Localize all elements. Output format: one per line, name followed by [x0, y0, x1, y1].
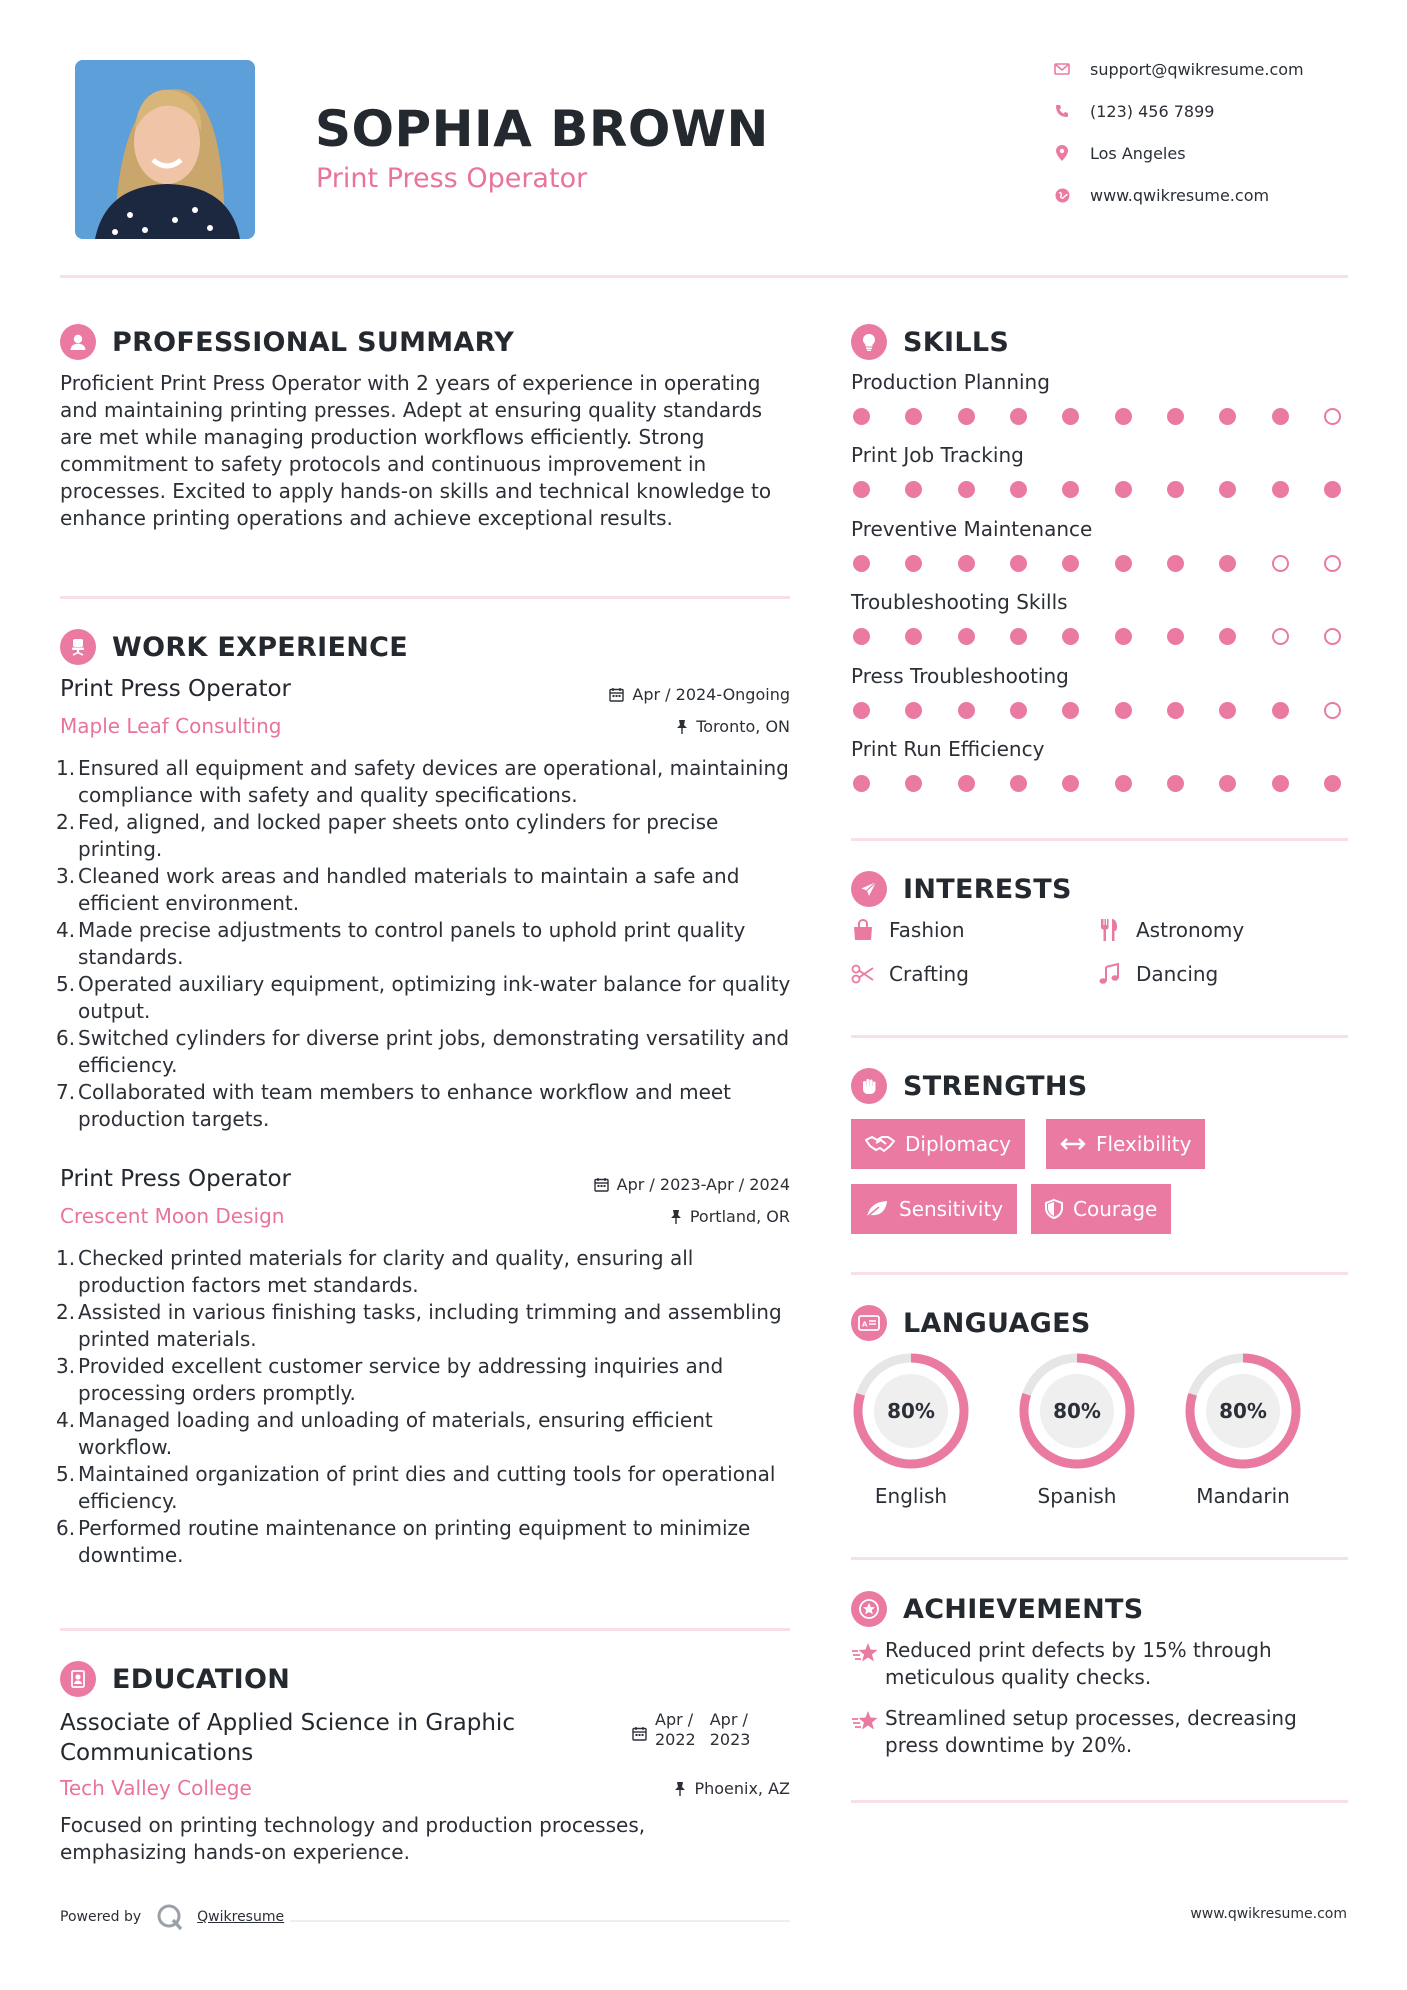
badge-star-icon	[851, 1591, 887, 1627]
rating-dot-filled	[958, 555, 975, 572]
arrows-horizontal-icon	[1060, 1137, 1086, 1151]
skill-rating	[853, 481, 1341, 498]
header-divider	[60, 275, 1348, 278]
powered-by	[60, 1902, 284, 1932]
duty-item: 1. Checked printed materials for clarity and quality, ensuring all production factors met standards.	[56, 1246, 694, 1297]
rating-dot-filled	[905, 408, 922, 425]
strength-diplomacy	[851, 1119, 1025, 1169]
achievement-item-2	[851, 1705, 1351, 1759]
strength-courage	[1031, 1184, 1171, 1234]
rating-dot-filled	[1010, 408, 1027, 425]
language-progress-ring	[1016, 1350, 1138, 1472]
summary-title: PROFESSIONAL SUMMARY	[112, 326, 515, 358]
qwikresume-logo-icon	[155, 1902, 185, 1932]
phone-icon	[1052, 101, 1072, 121]
rating-dot-filled	[1062, 775, 1079, 792]
candidate-name: SOPHIA BROWN	[315, 100, 769, 158]
rating-dot-filled	[853, 555, 870, 572]
strengths-heading	[851, 1068, 1088, 1104]
skills-heading	[851, 324, 1009, 360]
achievements-divider	[851, 1800, 1348, 1803]
rating-dot-empty	[1272, 628, 1289, 645]
education-degree-line-1: Associate of Applied Science in Graphic	[60, 1710, 515, 1736]
interests-title: INTERESTS	[903, 873, 1072, 905]
job-2-dates	[520, 1175, 790, 1194]
job-2-duties	[56, 1245, 800, 1569]
job-1-location-text: Toronto, ON	[696, 717, 790, 736]
language-name: Spanish	[1037, 1484, 1117, 1508]
strengths-divider	[851, 1272, 1348, 1275]
rating-dot-filled	[905, 702, 922, 719]
rating-dot-filled	[1324, 481, 1341, 498]
rating-dot-filled	[1062, 702, 1079, 719]
scissors-icon	[851, 962, 877, 986]
education-heading	[60, 1661, 290, 1697]
achievements-heading	[851, 1591, 1144, 1627]
skill-rating	[853, 555, 1341, 572]
rating-dot-filled	[1115, 555, 1132, 572]
rating-dot-filled	[1115, 408, 1132, 425]
duty-item: 6. Performed routine maintenance on printing equipment to minimize downtime.	[56, 1516, 751, 1567]
interests-heading	[851, 871, 1072, 907]
summary-heading	[60, 324, 514, 360]
interest-crafting	[851, 962, 969, 986]
rating-dot-filled	[1062, 481, 1079, 498]
rating-dot-filled	[905, 481, 922, 498]
duty-item: 3. Provided excellent customer service by addressing inquiries and processing orders promptly.	[56, 1354, 724, 1405]
rating-dot-filled	[958, 481, 975, 498]
skill-name: Print Run Efficiency	[851, 737, 1045, 761]
skill-rating	[853, 408, 1341, 425]
rating-dot-filled	[1167, 775, 1184, 792]
rating-dot-filled	[1010, 555, 1027, 572]
star-burst-icon	[851, 1705, 885, 1759]
rating-dot-filled	[1219, 775, 1236, 792]
contact-location	[1052, 140, 1186, 166]
rating-dot-filled	[1010, 702, 1027, 719]
profile-photo	[75, 60, 255, 239]
experience-divider	[60, 1628, 790, 1631]
rating-dot-filled	[1219, 702, 1236, 719]
strength-label: Flexibility	[1096, 1132, 1192, 1156]
interest-label: Crafting	[889, 962, 969, 986]
rating-dot-filled	[1272, 481, 1289, 498]
achievement-item-1	[851, 1637, 1351, 1691]
language-progress-ring	[850, 1350, 972, 1472]
rating-dot-filled	[1167, 628, 1184, 645]
pushpin-icon	[674, 1781, 686, 1796]
rating-dot-filled	[1219, 481, 1236, 498]
contact-phone[interactable]	[1052, 98, 1214, 124]
education-location-text: Phoenix, AZ	[694, 1779, 790, 1798]
footer-website[interactable]: www.qwikresume.com	[1190, 1906, 1347, 1922]
paper-plane-icon	[851, 871, 887, 907]
job-2-role: Print Press Operator	[60, 1166, 292, 1192]
rating-dot-filled	[853, 628, 870, 645]
interest-astronomy	[1098, 918, 1244, 942]
lightbulb-icon	[851, 324, 887, 360]
rating-dot-filled	[1062, 408, 1079, 425]
contact-website[interactable]	[1052, 182, 1269, 208]
interest-dancing	[1098, 962, 1218, 986]
education-start-date: Apr / 2022	[655, 1710, 696, 1749]
skill-rating	[853, 775, 1341, 792]
duty-item: 5. Maintained organization of print dies and cutting tools for operational efficiency.	[56, 1462, 776, 1513]
rating-dot-empty	[1324, 408, 1341, 425]
rating-dot-filled	[1219, 555, 1236, 572]
skill-name: Print Job Tracking	[851, 443, 1024, 467]
rating-dot-filled	[1115, 702, 1132, 719]
rating-dot-filled	[905, 775, 922, 792]
experience-heading	[60, 629, 408, 665]
raised-fist-icon	[851, 1068, 887, 1104]
education-dates	[632, 1710, 750, 1750]
job-2-location-text: Portland, OR	[689, 1207, 790, 1226]
interest-label: Fashion	[889, 918, 965, 942]
rating-dot-filled	[1167, 408, 1184, 425]
rating-dot-filled	[1115, 775, 1132, 792]
language-item	[850, 1350, 972, 1508]
skills-divider	[851, 838, 1348, 841]
interest-label: Astronomy	[1136, 918, 1245, 942]
rating-dot-filled	[1062, 628, 1079, 645]
languages-title: LANGUAGES	[903, 1307, 1091, 1339]
utensils-icon	[1098, 918, 1124, 942]
job-1-role: Print Press Operator	[60, 676, 292, 702]
skill-name: Production Planning	[851, 370, 1050, 394]
achievement-text: Reduced print defects by 15% through meticulous quality checks.	[885, 1638, 1272, 1689]
rating-dot-filled	[905, 628, 922, 645]
strength-sensitivity	[851, 1184, 1017, 1234]
svg-text:A: A	[862, 1320, 868, 1329]
interests-divider	[851, 1035, 1348, 1038]
rating-dot-filled	[1272, 775, 1289, 792]
rating-dot-filled	[1115, 481, 1132, 498]
rating-dot-empty	[1272, 555, 1289, 572]
duty-item: 4. Made precise adjustments to control panels to uphold print quality standards.	[56, 918, 746, 969]
language-item	[1016, 1350, 1138, 1508]
strength-label: Courage	[1073, 1197, 1158, 1221]
strength-label: Diplomacy	[905, 1132, 1012, 1156]
rating-dot-filled	[958, 628, 975, 645]
language-percent: 80%	[1219, 1399, 1267, 1423]
skill-name: Preventive Maintenance	[851, 517, 1093, 541]
contact-website-text: www.qwikresume.com	[1090, 185, 1270, 205]
duty-item: 7. Collaborated with team members to enhance workflow and meet production targets.	[56, 1080, 732, 1131]
rating-dot-filled	[1062, 555, 1079, 572]
rating-dot-filled	[1324, 775, 1341, 792]
calendar-icon	[632, 1726, 647, 1741]
mail-icon	[1052, 59, 1072, 79]
footer-divider	[290, 1920, 790, 1922]
language-name: Mandarin	[1196, 1484, 1290, 1508]
duty-item: 4. Managed loading and unloading of materials, ensuring efficient workflow.	[56, 1408, 713, 1459]
experience-title: WORK EXPERIENCE	[112, 631, 408, 663]
handshake-icon	[865, 1134, 895, 1154]
rating-dot-filled	[853, 481, 870, 498]
duty-item: 6. Switched cylinders for diverse print jobs, demonstrating versatility and efficiency.	[56, 1026, 790, 1077]
rating-dot-filled	[1167, 481, 1184, 498]
duty-item: 2. Assisted in various finishing tasks, including trimming and assembling printed materials.	[56, 1300, 782, 1351]
education-degree-line-2: Communications	[60, 1740, 254, 1766]
education-title: EDUCATION	[112, 1663, 291, 1695]
duty-item: 2. Fed, aligned, and locked paper sheets onto cylinders for precise printing.	[56, 810, 719, 861]
pushpin-icon	[670, 1209, 682, 1224]
rating-dot-empty	[1324, 628, 1341, 645]
user-icon	[60, 324, 96, 360]
rating-dot-filled	[1010, 481, 1027, 498]
rating-dot-filled	[1167, 702, 1184, 719]
language-percent: 80%	[887, 1399, 935, 1423]
skill-name: Press Troubleshooting	[851, 664, 1069, 688]
job-2-dates-text: Apr / 2023-Apr / 2024	[616, 1175, 790, 1194]
rating-dot-filled	[1272, 702, 1289, 719]
rating-dot-filled	[958, 775, 975, 792]
language-name: English	[874, 1484, 948, 1508]
job-1-dates-text: Apr / 2024-Ongoing	[632, 685, 790, 704]
rating-dot-filled	[1272, 408, 1289, 425]
rating-dot-filled	[1115, 628, 1132, 645]
education-location	[520, 1779, 790, 1798]
language-percent: 80%	[1053, 1399, 1101, 1423]
job-2-company: Crescent Moon Design	[60, 1204, 285, 1228]
strength-label: Sensitivity	[899, 1197, 1004, 1221]
globe-icon	[1052, 185, 1072, 205]
rating-dot-filled	[1010, 775, 1027, 792]
rating-dot-filled	[1167, 555, 1184, 572]
summary-text: Proficient Print Press Operator with 2 years of experience in operating and maintaining printing presses. Adept at ensuring quality standards are met while managing production workflows efficiently. Strong commitment to safety protocols and continuous improvement in processes. Excited to apply hands-on skills and technical knowledge to enhance printing operations and achieve exceptional results.	[60, 371, 772, 530]
pushpin-icon	[676, 719, 688, 734]
summary-divider	[60, 596, 790, 599]
job-1-location	[520, 717, 790, 736]
graduate-icon	[60, 1661, 96, 1697]
calendar-icon	[594, 1177, 609, 1192]
leaf-icon	[865, 1199, 889, 1219]
qwikresume-link[interactable]: Qwikresume	[197, 1909, 285, 1925]
interest-fashion	[851, 918, 965, 942]
language-progress-ring	[1182, 1350, 1304, 1472]
powered-by-label: Powered by	[60, 1909, 142, 1925]
calendar-icon	[609, 687, 624, 702]
education-school: Tech Valley College	[60, 1776, 252, 1800]
location-pin-icon	[1052, 143, 1072, 163]
star-burst-icon	[851, 1637, 885, 1691]
strengths-title: STRENGTHS	[903, 1070, 1088, 1102]
shield-icon	[1045, 1199, 1063, 1219]
candidate-title: Print Press Operator	[316, 163, 588, 194]
contact-email[interactable]	[1052, 56, 1304, 82]
duty-item: 5. Operated auxiliary equipment, optimizing ink-water balance for quality output.	[56, 972, 791, 1023]
strength-flexibility	[1046, 1119, 1205, 1169]
education-description: Focused on printing technology and production processes, emphasizing hands-on experience.	[60, 1813, 646, 1864]
rating-dot-filled	[853, 408, 870, 425]
job-2-location	[520, 1207, 790, 1226]
achievements-title: ACHIEVEMENTS	[903, 1593, 1144, 1625]
duty-item: 1. Ensured all equipment and safety devices are operational, maintaining compliance with safety and quality specifications.	[56, 756, 789, 807]
interest-label: Dancing	[1136, 962, 1219, 986]
rating-dot-empty	[1324, 702, 1341, 719]
rating-dot-filled	[958, 408, 975, 425]
language-card-icon	[851, 1305, 887, 1341]
rating-dot-filled	[958, 702, 975, 719]
music-note-icon	[1098, 962, 1124, 986]
education-degree	[60, 1708, 515, 1768]
rating-dot-filled	[853, 702, 870, 719]
rating-dot-filled	[1219, 408, 1236, 425]
job-1-duties	[56, 755, 800, 1133]
achievement-text: Streamlined setup processes, decreasing press downtime by 20%.	[885, 1706, 1297, 1757]
skill-rating	[853, 702, 1341, 719]
languages-divider	[851, 1557, 1348, 1560]
duty-item: 3. Cleaned work areas and handled materials to maintain a safe and efficient environment.	[56, 864, 740, 915]
rating-dot-filled	[1010, 628, 1027, 645]
contact-phone-text: (123) 456 7899	[1090, 101, 1215, 121]
rating-dot-filled	[905, 555, 922, 572]
skills-title: SKILLS	[903, 326, 1010, 358]
contact-location-text: Los Angeles	[1090, 143, 1186, 163]
languages-heading	[851, 1305, 1091, 1341]
education-end-date: Apr / 2023	[709, 1710, 751, 1749]
office-chair-icon	[60, 629, 96, 665]
job-1-company: Maple Leaf Consulting	[60, 714, 282, 738]
skill-rating	[853, 628, 1341, 645]
shopping-bag-icon	[851, 918, 877, 942]
rating-dot-empty	[1324, 555, 1341, 572]
language-item	[1182, 1350, 1304, 1508]
job-1-dates	[520, 685, 790, 704]
skill-name: Troubleshooting Skills	[851, 590, 1068, 614]
rating-dot-filled	[853, 775, 870, 792]
rating-dot-filled	[1219, 628, 1236, 645]
contact-email-text: support@qwikresume.com	[1090, 59, 1304, 79]
